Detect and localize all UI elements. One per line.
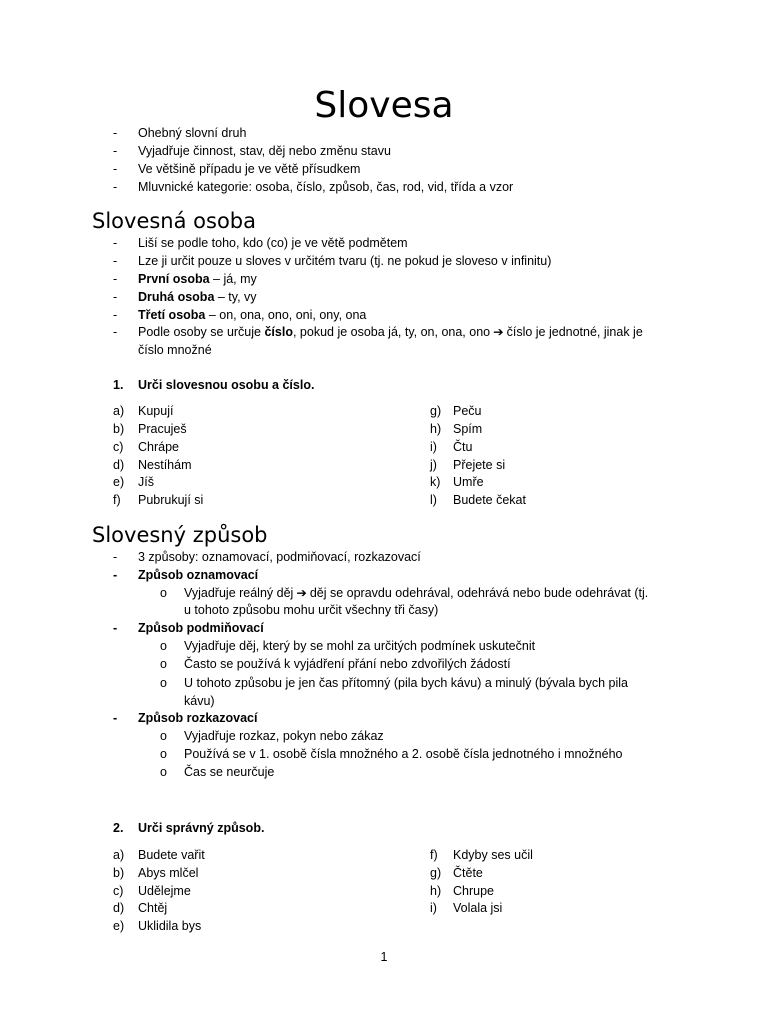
circle-bullet: o bbox=[160, 586, 167, 600]
dash-bullet: - bbox=[113, 180, 118, 194]
dash-bullet: - bbox=[113, 126, 118, 140]
arrow-right-icon: ➔ bbox=[296, 586, 307, 600]
arrow-right-icon: ➔ bbox=[493, 325, 504, 339]
page-title: Slovesa bbox=[314, 85, 454, 126]
dash-bullet: - bbox=[113, 162, 118, 176]
dash-bullet: - bbox=[113, 144, 118, 158]
section-heading-zpusob: Slovesný způsob bbox=[92, 523, 268, 547]
page-number: 1 bbox=[380, 950, 388, 964]
document-page: Slovesa - Ohebný slovní druh - Vyjadřuje činnost, stav, děj nebo změnu stavu - Ve většině případu je ve větě přísudkem - Mluvnické kategorie: osoba, číslo, způsob, čas, rod, vid, třída a vzor Slovesná osoba - Liší se podle toho, kdo (co) je ve větě podmětem - Lze ji určit pouze u sloves v určitém tvaru (tj. ne pokud je sloveso v infinitu) - První osoba – já, my - Druhá osoba – ty, vy - Třetí osoba – on, ona, ono, oni, ony, ona - Podle osoby se určuje číslo, pokud je osoba já, ty, on, ona, ono ➔ číslo je jednotné, jinak je číslo množné 1. Urči slovesnou osobu a číslo. a) Kupují b) Pracuješ c) Chrápe d) Nestíhám e) Jíš f) Pubrukují si g) Peču h) Spím i) Čtu j) Přejete si k) Umře l) Budete čekat Slovesný způsob - 3 způsoby: oznamovací, podmiňovací, rozkazovací - Způsob oznamovací o Vyjadřuje reálný děj ➔ děj se opravdu odehrával, odehrává nebo bude odehrávat (tj. u tohoto způsobu mohu určit všechny tři časy) - Způsob podmiňovací o Vyjadřuje děj, který by se mohl za určitých podmínek uskutečnit o Často se používá k vyjádření přání nebo zdvořilých žádostí o U tohoto způsobu je jen čas přítomný (pila bych kávu) a minulý (bývala bych pila kávu) - Způsob rozkazovací o Vyjadřuje rozkaz, pokyn nebo zákaz o Používá se v 1. osobě čísla množného a 2. osobě čísla jednotného i množného o Čas se neurčuje 2. Urči správný způsob. a) Budete vařit b) Abys mlčel c) Udělejme d) Chtěj e) Uklidila bys f) Kdyby ses učil g) Čtěte h) Chrupe i) Volala jsi 1 bbox=[0, 0, 768, 1024]
section-heading-osoba: Slovesná osoba bbox=[92, 209, 256, 233]
